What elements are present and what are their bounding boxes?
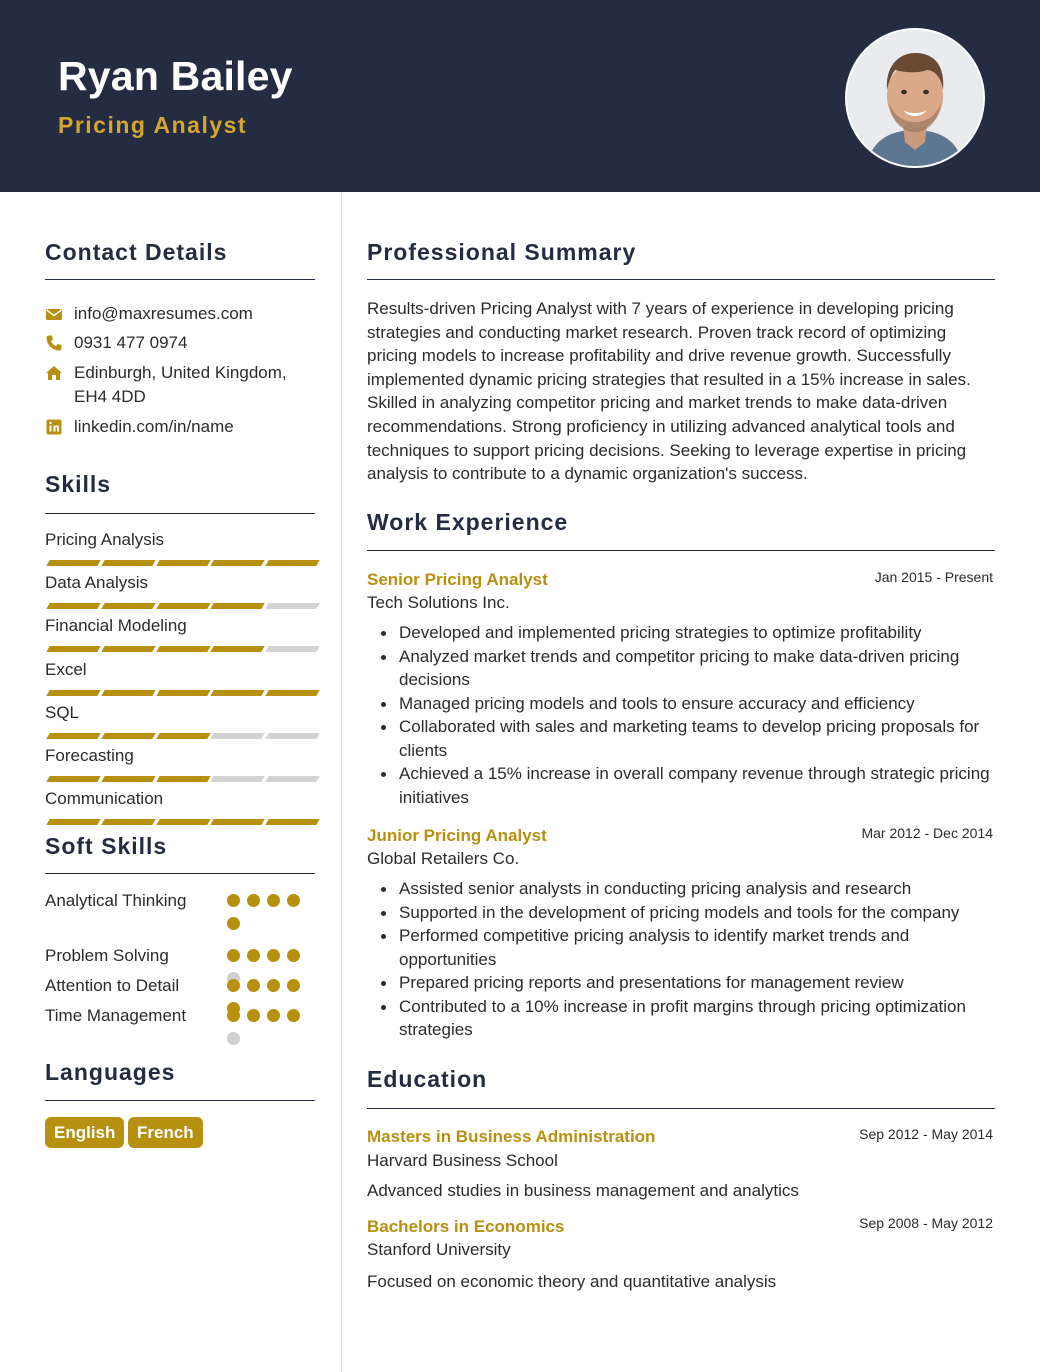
- section-divider: [45, 279, 315, 280]
- experience-heading: Work Experience: [367, 509, 569, 535]
- list-item: Contributed to a 10% increase in profit margins through pricing optimization strategies: [399, 995, 995, 1042]
- skill-level-segment: [101, 560, 155, 566]
- skill-name: Communication: [45, 789, 164, 809]
- avatar: [845, 28, 985, 168]
- soft-skill-dot: [247, 979, 260, 992]
- job-role: Junior Pricing Analyst: [367, 826, 547, 845]
- skill-level-segment: [156, 733, 210, 739]
- skill-level-segment: [265, 603, 319, 609]
- skill-level-bar: [45, 733, 315, 739]
- skill-level-segment: [211, 646, 265, 652]
- summary-text: Results-driven Pricing Analyst with 7 years of experience in developing pricing strategies and conducting market research. Proven track record of optimizing pricing models to increase profitability and drive revenue growth. Successfully implemented dynamic pricing strategies that resulted in a 15% increase in sales. Skilled in analyzing competitor pricing and market trends to make data-driven recommendations. Strong proficiency in utilizing advanced analytical tools and techniques to support pricing decisions. Seeking to leverage expertise in pricing analysis to contribute to a dynamic organization's success.: [367, 299, 971, 484]
- skill-name: Pricing Analysis: [45, 530, 165, 549]
- skill-level-bar: [45, 690, 315, 696]
- skill-level-segment: [156, 646, 210, 652]
- section-divider: [45, 513, 315, 514]
- skill-name: Forecasting: [45, 746, 134, 765]
- education-heading: Education: [367, 1066, 488, 1092]
- job-dates: Jan 2015 - Present: [874, 569, 993, 585]
- job-title: Pricing Analyst: [58, 112, 248, 138]
- home-icon: [45, 364, 63, 382]
- envelope-icon: [45, 305, 63, 323]
- contact-heading: Contact Details: [45, 239, 228, 265]
- list-item: Supported in the development of pricing models and tools for the company: [399, 901, 995, 925]
- section-divider: [45, 1100, 315, 1101]
- job-company: Global Retailers Co.: [367, 849, 520, 868]
- list-item: Prepared pricing reports and presentations for management review: [399, 971, 995, 995]
- list-item: Analyzed market trends and competitor pricing to make data-driven pricing decisions: [399, 645, 995, 692]
- soft-skill-dot: [227, 894, 240, 907]
- summary-heading: Professional Summary: [367, 239, 637, 265]
- degree-dates: Sep 2008 - May 2012: [859, 1215, 993, 1231]
- skill-level-bar: [45, 603, 315, 609]
- soft-skill-dot: [227, 979, 240, 992]
- soft-skill-name: Analytical Thinking: [45, 891, 187, 910]
- skill-level-segment: [211, 819, 265, 825]
- skill-level-segment: [46, 819, 100, 825]
- column-divider: [341, 192, 342, 1372]
- soft-skill-dot: [287, 949, 300, 962]
- contact-email-text: info@maxresumes.com: [74, 304, 253, 323]
- skill-level-segment: [265, 733, 319, 739]
- soft-skill-dot: [287, 894, 300, 907]
- section-divider: [367, 1108, 995, 1109]
- job-role: Senior Pricing Analyst: [367, 570, 548, 589]
- soft-skill-dot: [227, 949, 240, 962]
- soft-skill-dot: [267, 979, 280, 992]
- phone-icon: [45, 334, 63, 352]
- skill-level-segment: [101, 690, 155, 696]
- soft-skill-dot: [287, 979, 300, 992]
- soft-skill-dot: [227, 917, 240, 930]
- degree-title: Masters in Business Administration: [367, 1127, 656, 1146]
- skill-level-segment: [46, 560, 100, 566]
- skill-level-segment: [211, 560, 265, 566]
- contact-phone-text: 0931 477 0974: [74, 333, 188, 352]
- soft-skill-name: Attention to Detail: [45, 976, 180, 995]
- section-divider: [367, 279, 995, 280]
- skill-level-segment: [46, 776, 100, 782]
- skill-level-segment: [211, 733, 265, 739]
- skill-level-segment: [156, 776, 210, 782]
- skill-level-segment: [101, 819, 155, 825]
- skill-level-bar: [45, 646, 315, 652]
- skill-level-bar: [45, 560, 315, 566]
- list-item: Collaborated with sales and marketing teams to develop pricing proposals for clients: [399, 715, 995, 762]
- degree-dates: Sep 2012 - May 2014: [859, 1126, 993, 1142]
- degree-description: Focused on economic theory and quantitative analysis: [367, 1272, 777, 1291]
- section-divider: [45, 873, 315, 874]
- skill-level-segment: [211, 776, 265, 782]
- list-item: Performed competitive pricing analysis to identify market trends and opportunities: [399, 924, 995, 971]
- skill-level-segment: [101, 776, 155, 782]
- skill-level-segment: [265, 560, 319, 566]
- job-dates: Mar 2012 - Dec 2014: [861, 825, 993, 841]
- avatar-photo: [847, 30, 983, 166]
- school-name: Harvard Business School: [367, 1151, 558, 1170]
- degree-description: Advanced studies in business management and analytics: [367, 1181, 799, 1200]
- soft-skill-dot: [267, 1009, 280, 1022]
- soft-skill-dot: [227, 1009, 240, 1022]
- skill-level-segment: [156, 819, 210, 825]
- skill-level-segment: [101, 646, 155, 652]
- list-item: Managed pricing models and tools to ensure accuracy and efficiency: [399, 692, 995, 716]
- contact-address-text: Edinburgh, United Kingdom, EH4 4DD: [74, 363, 287, 406]
- languages-heading: Languages: [45, 1059, 176, 1085]
- linkedin-icon: [45, 418, 63, 436]
- skill-level-segment: [101, 733, 155, 739]
- job-bullets: [367, 877, 995, 1042]
- list-item: Assisted senior analysts in conducting pricing analysis and research: [399, 877, 995, 901]
- header-banner: [0, 0, 1040, 192]
- skill-name: Data Analysis: [45, 573, 148, 593]
- school-name: Stanford University: [367, 1240, 511, 1259]
- skill-name: SQL: [45, 702, 80, 722]
- skill-level-segment: [211, 603, 265, 609]
- skill-level-segment: [156, 690, 210, 696]
- soft-skill-dot: [247, 894, 260, 907]
- skill-level-segment: [46, 733, 100, 739]
- skill-level-bar: [45, 776, 315, 782]
- soft-skill-dot: [267, 949, 280, 962]
- skill-level-segment: [265, 776, 319, 782]
- contact-linkedin-text: linkedin.com/in/name: [74, 417, 234, 436]
- skill-level-segment: [265, 690, 319, 696]
- skill-level-segment: [156, 603, 210, 609]
- job-bullets: [367, 621, 995, 809]
- skill-level-segment: [211, 690, 265, 696]
- job-company: Tech Solutions Inc.: [367, 593, 510, 612]
- section-divider: [367, 550, 995, 551]
- soft-skill-name: Time Management: [45, 1006, 187, 1025]
- soft-skill-dot: [247, 949, 260, 962]
- language-badge-english: English: [45, 1117, 124, 1148]
- soft-skill-name: Problem Solving: [45, 946, 169, 965]
- soft-skill-dot: [247, 1009, 260, 1022]
- skill-level-segment: [265, 819, 319, 825]
- soft-skill-dot: [227, 1032, 240, 1045]
- skill-level-segment: [265, 646, 319, 652]
- soft-skill-dot: [287, 1009, 300, 1022]
- skill-level-segment: [156, 560, 210, 566]
- candidate-name: Ryan Bailey: [58, 53, 293, 99]
- skill-level-segment: [46, 603, 100, 609]
- skills-heading: Skills: [45, 471, 112, 497]
- soft-skill-dot: [267, 894, 280, 907]
- language-badge-french: French: [128, 1117, 203, 1148]
- soft-skills-heading: Soft Skills: [45, 833, 168, 859]
- degree-title: Bachelors in Economics: [367, 1217, 565, 1236]
- skill-level-segment: [46, 646, 100, 652]
- skill-level-bar: [45, 819, 315, 825]
- skill-name: Excel: [45, 659, 87, 679]
- list-item: Achieved a 15% increase in overall company revenue through strategic pricing initiatives: [399, 762, 995, 809]
- skill-name: Financial Modeling: [45, 616, 187, 636]
- skill-level-segment: [46, 690, 100, 696]
- list-item: Developed and implemented pricing strategies to optimize profitability: [399, 621, 995, 645]
- skill-level-segment: [101, 603, 155, 609]
